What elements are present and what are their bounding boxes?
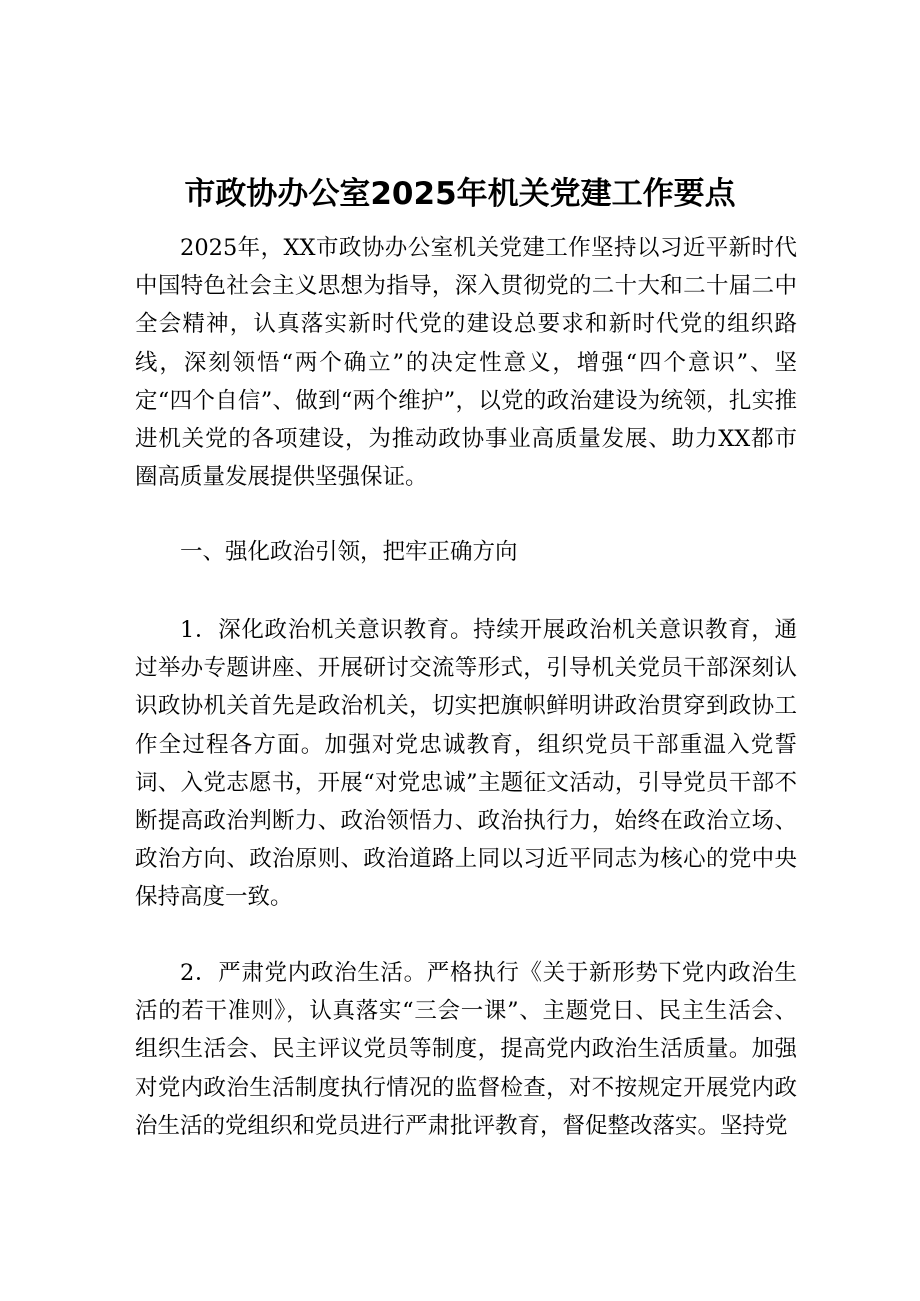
item-paragraph-2: 2．严肃党内政治生活。严格执行《关于新形势下党内政治生活的若干准则》，认真落实“三会一课”、主题党日、民主生活会、组织生活会、民主评议党员等制度，提高党内政治生活质量。加强对党内政治生活制度执行情况的监督检查，对不按规定开展党内政治生活的党组织和党员进行严肃批评教育，督促整改落实。坚持党 — [135, 960, 797, 1139]
section-heading-1: 一、强化政治引领，把牢正确方向 — [180, 539, 518, 565]
intro-paragraph: 2025年，XX市政协办公室机关党建工作坚持以习近平新时代中国特色社会主义思想为指导，深入贯彻党的二十大和二十届二中全会精神，认真落实新时代党的建设总要求和新时代党的组织路线，深刻领悟“两个确立”的决定性意义，增强“四个意识”、坚定“四个自信”、做到“两个维护”，以党的政治建设为统领，扎实推进机关党的各项建设，为推动政协事业高质量发展、助力XX都市圈高质量发展提供坚强保证。 — [135, 235, 797, 491]
document-title: 市政协办公室2025年机关党建工作要点 — [184, 176, 736, 212]
item-paragraph-1: 1．深化政治机关意识教育。持续开展政治机关意识教育，通过举办专题讲座、开展研讨交流等形式，引导机关党员干部深刻认识政协机关首先是政治机关，切实把旗帜鲜明讲政治贯穿到政协工作全过程各方面。加强对党忠诚教育，组织党员干部重温入党誓词、入党志愿书，开展“对党忠诚”主题征文活动，引导党员干部不断提高政治判断力、政治领悟力、政治执行力，始终在政治立场、政治方向、政治原则、政治道路上同以习近平同志为核心的党中央保持高度一致。 — [135, 617, 797, 911]
